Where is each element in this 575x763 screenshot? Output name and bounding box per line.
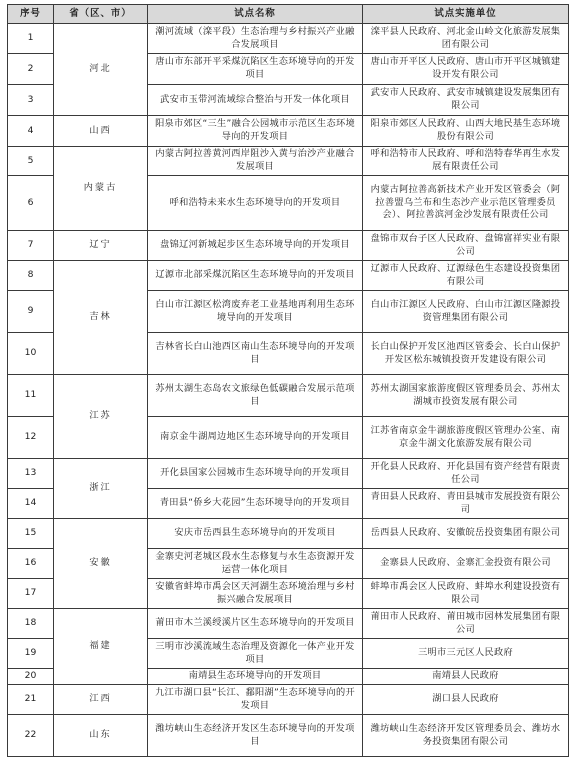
province-cell: 山西	[54, 116, 148, 147]
pilot-name: 莆田市木兰溪绶溪片区生态环境导向的开发项目	[148, 609, 363, 639]
pilot-name: 内蒙古阿拉善黄河西岸阻沙入黄与治沙产业融合发展项目	[148, 147, 363, 176]
pilot-name: 白山市江源区松湾废弃老工业基地再利用生态环境导向的开发项目	[148, 291, 363, 333]
row-seq: 7	[8, 231, 54, 261]
pilot-unit: 蚌埠市禹会区人民政府、蚌埠水利建设投资有限公司	[363, 579, 569, 609]
province-cell: 河北	[54, 24, 148, 116]
pilot-unit: 湖口县人民政府	[363, 685, 569, 715]
table-row	[8, 519, 569, 549]
pilot-unit: 南靖县人民政府	[363, 669, 569, 685]
table-row	[8, 685, 569, 715]
pilot-unit: 三明市三元区人民政府	[363, 639, 569, 669]
pilot-name: 青田县“侨乡大花园”生态环境导向的开发项目	[148, 489, 363, 519]
pilot-unit: 金寨县人民政府、金寨汇金投资有限公司	[363, 549, 569, 579]
pilot-name: 辽源市北部采煤沉陷区生态环境导向的开发项目	[148, 261, 363, 291]
pilot-unit: 长白山保护开发区池西区管委会、长白山保护开发区松东城镇投资开发建设有限公司	[363, 333, 569, 375]
row-seq: 10	[8, 333, 54, 375]
row-seq: 9	[8, 291, 54, 333]
pilot-unit: 苏州太湖国家旅游度假区管理委员会、苏州太湖城市投资发展有限公司	[363, 375, 569, 417]
pilot-name: 潮河流域（滦平段）生态治理与乡村振兴产业融合发展项目	[148, 24, 363, 54]
row-seq: 15	[8, 519, 54, 549]
row-seq: 14	[8, 489, 54, 519]
pilot-unit: 武安市人民政府、武安市城镇建设发展集团有限公司	[363, 85, 569, 116]
pilot-unit: 莆田市人民政府、莆田城市园林发展集团有限公司	[363, 609, 569, 639]
pilot-name: 呼和浩特未来水生态环境导向的开发项目	[148, 176, 363, 231]
province-cell: 内蒙古	[54, 147, 148, 231]
province-cell: 吉林	[54, 261, 148, 375]
pilot-name: 潍坊峡山生态经济开发区生态环境导向的开发项目	[148, 715, 363, 757]
row-seq: 17	[8, 579, 54, 609]
header-pilot-name: 试点名称	[148, 5, 363, 24]
row-seq: 20	[8, 669, 54, 685]
pilot-unit: 开化县人民政府、开化县国有资产经营有限责任公司	[363, 459, 569, 489]
table-row	[8, 24, 569, 54]
province-cell: 福建	[54, 609, 148, 685]
table-row	[8, 261, 569, 291]
province-cell: 江苏	[54, 375, 148, 459]
pilot-unit: 盘锦市双台子区人民政府、盘锦富祥实业有限公司	[363, 231, 569, 261]
province-cell: 辽宁	[54, 231, 148, 261]
pilot-unit: 白山市江源区人民政府、白山市江源区隆源投资管理集团有限公司	[363, 291, 569, 333]
pilot-unit: 呼和浩特市人民政府、呼和浩特春华再生水发展有限责任公司	[363, 147, 569, 176]
pilot-unit: 滦平县人民政府、河北金山岭文化旅游发展集团有限公司	[363, 24, 569, 54]
row-seq: 3	[8, 85, 54, 116]
table-header-row	[8, 5, 569, 24]
pilot-name: 三明市沙溪流域生态治理及资源化一体产业开发项目	[148, 639, 363, 669]
pilot-unit: 江苏省南京金牛湖旅游度假区管理办公室、南京金牛湖文化旅游发展有限公司	[363, 417, 569, 459]
table-row	[8, 609, 569, 639]
pilot-name: 开化县国家公园城市生态环境导向的开发项目	[148, 459, 363, 489]
pilot-name: 盘锦辽河新城起步区生态环境导向的开发项目	[148, 231, 363, 261]
province-cell: 山东	[54, 715, 148, 757]
pilot-unit: 青田县人民政府、青田县城市发展投资有限公司	[363, 489, 569, 519]
row-seq: 5	[8, 147, 54, 176]
pilot-project-table	[7, 4, 569, 757]
pilot-unit: 阳泉市郊区人民政府、山西大地民基生态环境股份有限公司	[363, 116, 569, 147]
header-province: 省（区、市）	[54, 5, 148, 24]
pilot-unit: 唐山市开平区人民政府、唐山市开平区城镇建设开发有限公司	[363, 54, 569, 85]
table-row	[8, 459, 569, 489]
pilot-name: 阳泉市郊区“三生”融合公园城市示范区生态环境导向的开发项目	[148, 116, 363, 147]
row-seq: 13	[8, 459, 54, 489]
row-seq: 12	[8, 417, 54, 459]
table-row	[8, 375, 569, 417]
table-row	[8, 116, 569, 147]
province-cell: 浙江	[54, 459, 148, 519]
pilot-name: 武安市玉带河流域综合整治与开发一体化项目	[148, 85, 363, 116]
table-row	[8, 147, 569, 176]
province-cell: 安徽	[54, 519, 148, 609]
pilot-name: 安徽省蚌埠市禹会区天河湖生态环境治理与乡村振兴融合发展项目	[148, 579, 363, 609]
row-seq: 1	[8, 24, 54, 54]
pilot-unit: 岳西县人民政府、安徽皖岳投资集团有限公司	[363, 519, 569, 549]
row-seq: 8	[8, 261, 54, 291]
province-cell: 江西	[54, 685, 148, 715]
pilot-name: 金寨史河老城区段水生态修复与水生态资源开发运营一体化项目	[148, 549, 363, 579]
table-row	[8, 715, 569, 757]
pilot-name: 吉林省长白山池西区南山生态环境导向的开发项目	[148, 333, 363, 375]
pilot-name: 安庆市岳西县生态环境导向的开发项目	[148, 519, 363, 549]
row-seq: 4	[8, 116, 54, 147]
pilot-unit: 辽源市人民政府、辽源绿色生态建设投资集团有限公司	[363, 261, 569, 291]
row-seq: 16	[8, 549, 54, 579]
pilot-name: 苏州太湖生态岛农文旅绿色低碳融合发展示范项目	[148, 375, 363, 417]
row-seq: 6	[8, 176, 54, 231]
row-seq: 19	[8, 639, 54, 669]
table-row	[8, 231, 569, 261]
pilot-unit: 潍坊峡山生态经济开发区管理委员会、潍坊水务投资集团有限公司	[363, 715, 569, 757]
header-seq: 序号	[8, 5, 54, 24]
pilot-unit: 内蒙古阿拉善高新技术产业开发区管委会（阿拉善盟乌兰布和生态沙产业示范区管理委员会）、阿拉善滨河金沙发展有限责任公司	[363, 176, 569, 231]
pilot-name: 唐山市东部开平采煤沉陷区生态环境导向的开发项目	[148, 54, 363, 85]
pilot-name: 南京金牛湖周边地区生态环境导向的开发项目	[148, 417, 363, 459]
row-seq: 22	[8, 715, 54, 757]
row-seq: 18	[8, 609, 54, 639]
row-seq: 21	[8, 685, 54, 715]
pilot-name: 南靖县生态环境导向的开发项目	[148, 669, 363, 685]
row-seq: 2	[8, 54, 54, 85]
pilot-name: 九江市湖口县“长江、鄱阳湖”生态环境导向的开发项目	[148, 685, 363, 715]
row-seq: 11	[8, 375, 54, 417]
header-pilot-unit: 试点实施单位	[363, 5, 569, 24]
